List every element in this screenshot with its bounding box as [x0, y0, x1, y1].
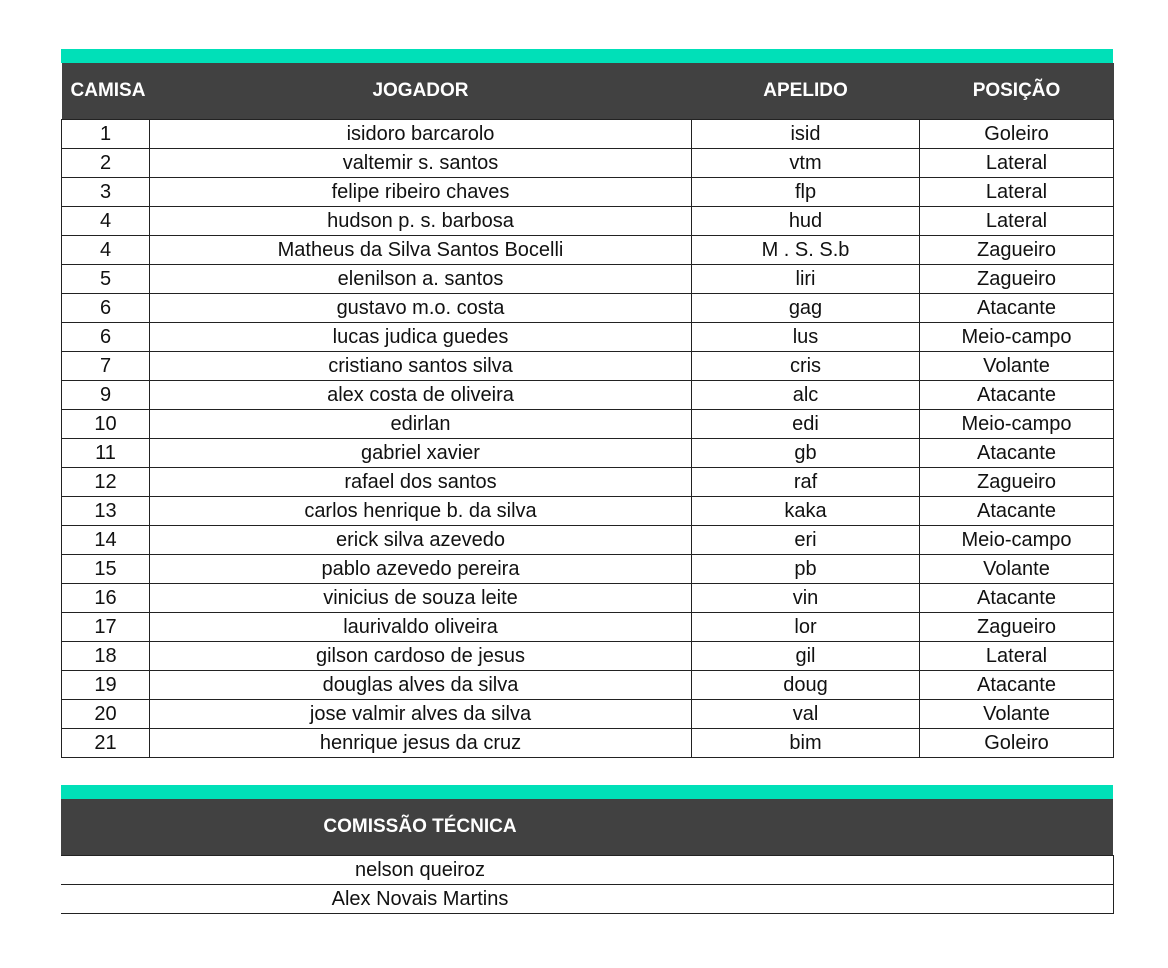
players-roster-block: [61, 49, 1113, 758]
cell-jogador: carlos henrique b. da silva: [150, 497, 692, 526]
cell-apelido: vtm: [692, 149, 920, 178]
player-row: [62, 671, 1114, 700]
player-row: [62, 526, 1114, 555]
cell-apelido: cris: [692, 352, 920, 381]
player-row: [62, 236, 1114, 265]
cell-camisa: 3: [62, 178, 150, 207]
staff-header-empty: [779, 799, 1113, 856]
cell-posicao: Zagueiro: [920, 468, 1114, 497]
staff-header-title: COMISSÃO TÉCNICA: [61, 799, 779, 856]
cell-camisa: 4: [62, 236, 150, 265]
cell-apelido: val: [692, 700, 920, 729]
cell-apelido: gag: [692, 294, 920, 323]
player-row: [62, 729, 1114, 758]
cell-jogador: henrique jesus da cruz: [150, 729, 692, 758]
cell-posicao: Volante: [920, 555, 1114, 584]
cell-jogador: gilson cardoso de jesus: [150, 642, 692, 671]
player-row: [62, 555, 1114, 584]
player-row: [62, 207, 1114, 236]
cell-camisa: 6: [62, 294, 150, 323]
cell-jogador: gustavo m.o. costa: [150, 294, 692, 323]
cell-camisa: 18: [62, 642, 150, 671]
cell-apelido: doug: [692, 671, 920, 700]
cell-apelido: alc: [692, 381, 920, 410]
cell-apelido: vin: [692, 584, 920, 613]
cell-posicao: Atacante: [920, 584, 1114, 613]
cell-apelido: gb: [692, 439, 920, 468]
cell-apelido: hud: [692, 207, 920, 236]
cell-apelido: edi: [692, 410, 920, 439]
header-jogador: JOGADOR: [150, 63, 692, 120]
cell-camisa: 15: [62, 555, 150, 584]
player-row: [62, 584, 1114, 613]
cell-camisa: 13: [62, 497, 150, 526]
cell-posicao: Goleiro: [920, 729, 1114, 758]
cell-posicao: Volante: [920, 352, 1114, 381]
cell-apelido: lus: [692, 323, 920, 352]
cell-jogador: lucas judica guedes: [150, 323, 692, 352]
cell-posicao: Atacante: [920, 439, 1114, 468]
cell-camisa: 5: [62, 265, 150, 294]
cell-jogador: jose valmir alves da silva: [150, 700, 692, 729]
cell-apelido: liri: [692, 265, 920, 294]
cell-jogador: rafael dos santos: [150, 468, 692, 497]
cell-camisa: 2: [62, 149, 150, 178]
player-row: [62, 468, 1114, 497]
cell-apelido: kaka: [692, 497, 920, 526]
player-row: [62, 149, 1114, 178]
cell-jogador: cristiano santos silva: [150, 352, 692, 381]
header-camisa: CAMISA: [62, 63, 150, 120]
player-row: [62, 381, 1114, 410]
cell-posicao: Meio-campo: [920, 323, 1114, 352]
cell-posicao: Meio-campo: [920, 410, 1114, 439]
cell-posicao: Atacante: [920, 671, 1114, 700]
cell-jogador: Matheus da Silva Santos Bocelli: [150, 236, 692, 265]
cell-camisa: 16: [62, 584, 150, 613]
cell-jogador: elenilson a. santos: [150, 265, 692, 294]
cell-staff-empty: [779, 885, 1113, 914]
cell-jogador: erick silva azevedo: [150, 526, 692, 555]
cell-jogador: douglas alves da silva: [150, 671, 692, 700]
cell-jogador: gabriel xavier: [150, 439, 692, 468]
staff-table: [61, 799, 1114, 914]
staff-table-body: [61, 856, 1113, 914]
cell-apelido: lor: [692, 613, 920, 642]
cell-camisa: 7: [62, 352, 150, 381]
cell-posicao: Lateral: [920, 149, 1114, 178]
header-posicao: POSIÇÃO: [920, 63, 1114, 120]
cell-camisa: 20: [62, 700, 150, 729]
header-apelido: APELIDO: [692, 63, 920, 120]
cell-camisa: 4: [62, 207, 150, 236]
cell-apelido: eri: [692, 526, 920, 555]
player-row: [62, 265, 1114, 294]
player-row: [62, 497, 1114, 526]
cell-jogador: pablo azevedo pereira: [150, 555, 692, 584]
cell-staff-empty: [779, 856, 1113, 885]
cell-camisa: 10: [62, 410, 150, 439]
cell-apelido: gil: [692, 642, 920, 671]
cell-camisa: 19: [62, 671, 150, 700]
cell-apelido: isid: [692, 120, 920, 149]
cell-posicao: Volante: [920, 700, 1114, 729]
cell-posicao: Lateral: [920, 207, 1114, 236]
cell-jogador: valtemir s. santos: [150, 149, 692, 178]
cell-posicao: Zagueiro: [920, 236, 1114, 265]
cell-staff-name: Alex Novais Martins: [61, 885, 779, 914]
player-row: [62, 178, 1114, 207]
cell-camisa: 1: [62, 120, 150, 149]
cell-jogador: laurivaldo oliveira: [150, 613, 692, 642]
player-row: [62, 294, 1114, 323]
cell-apelido: pb: [692, 555, 920, 584]
cell-apelido: flp: [692, 178, 920, 207]
player-row: [62, 120, 1114, 149]
cell-apelido: M . S. S.b: [692, 236, 920, 265]
player-row: [62, 439, 1114, 468]
player-row: [62, 642, 1114, 671]
cell-jogador: felipe ribeiro chaves: [150, 178, 692, 207]
cell-jogador: alex costa de oliveira: [150, 381, 692, 410]
staff-row: [61, 885, 1113, 914]
players-accent-bar: [61, 49, 1113, 63]
player-row: [62, 323, 1114, 352]
players-header-row: [62, 63, 1114, 120]
cell-jogador: hudson p. s. barbosa: [150, 207, 692, 236]
cell-camisa: 11: [62, 439, 150, 468]
cell-posicao: Zagueiro: [920, 265, 1114, 294]
players-table: [61, 63, 1114, 758]
staff-block: [61, 785, 1113, 914]
player-row: [62, 352, 1114, 381]
cell-posicao: Meio-campo: [920, 526, 1114, 555]
cell-posicao: Atacante: [920, 381, 1114, 410]
player-row: [62, 613, 1114, 642]
cell-camisa: 9: [62, 381, 150, 410]
cell-camisa: 12: [62, 468, 150, 497]
cell-posicao: Goleiro: [920, 120, 1114, 149]
cell-apelido: raf: [692, 468, 920, 497]
staff-header-row: [61, 799, 1113, 856]
cell-jogador: isidoro barcarolo: [150, 120, 692, 149]
staff-row: [61, 856, 1113, 885]
cell-posicao: Zagueiro: [920, 613, 1114, 642]
staff-accent-bar: [61, 785, 1113, 799]
cell-jogador: edirlan: [150, 410, 692, 439]
cell-jogador: vinicius de souza leite: [150, 584, 692, 613]
cell-posicao: Lateral: [920, 642, 1114, 671]
cell-posicao: Lateral: [920, 178, 1114, 207]
cell-camisa: 17: [62, 613, 150, 642]
cell-apelido: bim: [692, 729, 920, 758]
players-table-body: [62, 120, 1114, 758]
player-row: [62, 700, 1114, 729]
cell-posicao: Atacante: [920, 497, 1114, 526]
cell-staff-name: nelson queiroz: [61, 856, 779, 885]
cell-camisa: 6: [62, 323, 150, 352]
cell-camisa: 21: [62, 729, 150, 758]
cell-posicao: Atacante: [920, 294, 1114, 323]
cell-camisa: 14: [62, 526, 150, 555]
player-row: [62, 410, 1114, 439]
